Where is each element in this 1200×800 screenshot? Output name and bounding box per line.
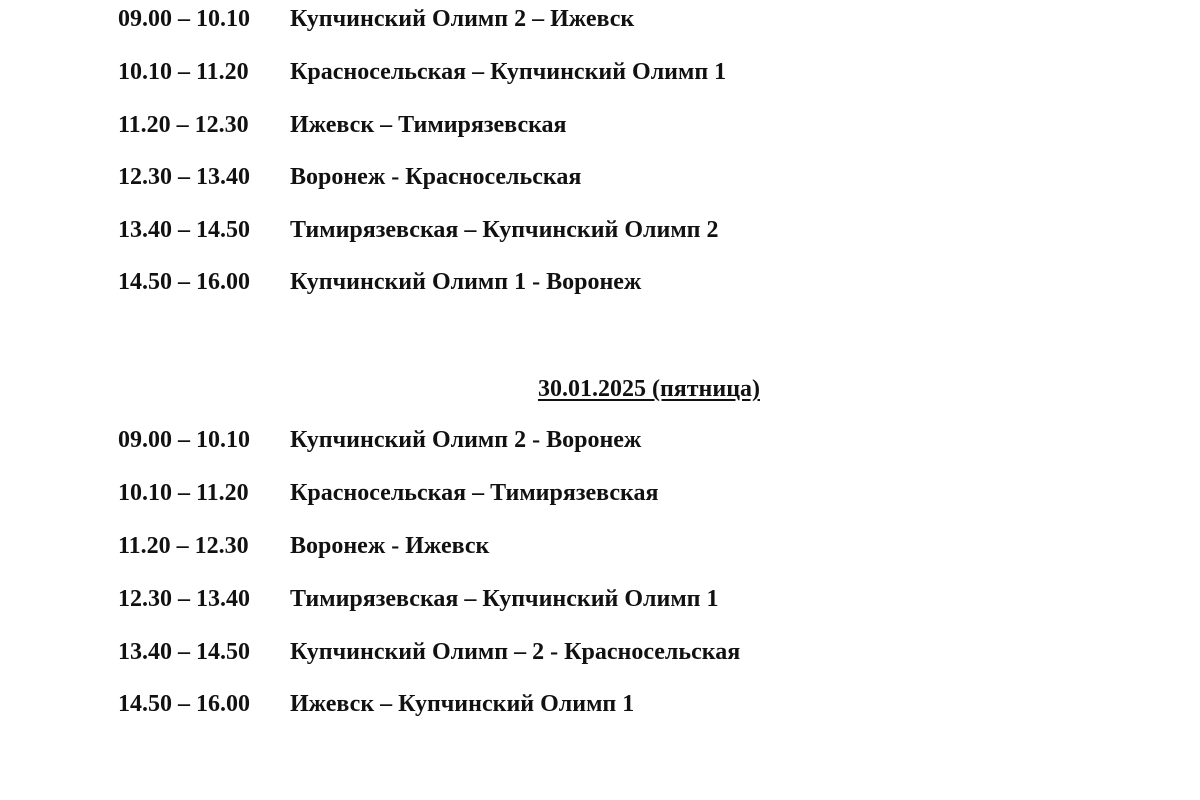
schedule-row <box>118 425 641 455</box>
schedule-row <box>118 162 581 192</box>
time-slot: 10.10 – 11.20 <box>118 59 249 85</box>
time-slot: 14.50 – 16.00 <box>118 269 250 295</box>
match-teams: Красносельская – Тимирязевская <box>290 480 659 506</box>
match-teams: Купчинский Олимп – 2 - Красносельская <box>290 639 741 665</box>
schedule-row <box>118 4 634 34</box>
match-teams: Воронеж - Ижевск <box>290 533 490 559</box>
schedule-row <box>118 478 658 508</box>
time-slot: 13.40 – 14.50 <box>118 217 250 243</box>
schedule-row <box>118 689 634 719</box>
time-slot: 13.40 – 14.50 <box>118 639 250 665</box>
match-teams: Купчинский Олимп 1 - Воронеж <box>290 269 642 295</box>
schedule-row <box>118 637 740 667</box>
schedule-row <box>118 215 719 245</box>
schedule-row <box>118 584 719 614</box>
match-teams: Красносельская – Купчинский Олимп 1 <box>290 59 727 85</box>
match-teams: Купчинский Олимп 2 – Ижевск <box>290 6 635 32</box>
match-teams: Ижевск – Тимирязевская <box>290 112 567 138</box>
schedule-row <box>118 57 726 87</box>
date-heading: 30.01.2025 (пятница) <box>537 376 761 402</box>
time-slot: 12.30 – 13.40 <box>118 586 250 612</box>
time-slot: 11.20 – 12.30 <box>118 533 249 559</box>
time-slot: 11.20 – 12.30 <box>118 112 249 138</box>
schedule-row <box>118 531 489 561</box>
match-teams: Тимирязевская – Купчинский Олимп 1 <box>290 586 719 612</box>
schedule-row <box>118 110 567 140</box>
time-slot: 10.10 – 11.20 <box>118 480 249 506</box>
match-teams: Воронеж - Красносельская <box>290 164 582 190</box>
time-slot: 14.50 – 16.00 <box>118 691 250 717</box>
schedule-row <box>118 267 641 297</box>
time-slot: 12.30 – 13.40 <box>118 164 250 190</box>
match-teams: Тимирязевская – Купчинский Олимп 2 <box>290 217 719 243</box>
match-teams: Ижевск – Купчинский Олимп 1 <box>290 691 635 717</box>
time-slot: 09.00 – 10.10 <box>118 6 250 32</box>
match-teams: Купчинский Олимп 2 - Воронеж <box>290 427 642 453</box>
time-slot: 09.00 – 10.10 <box>118 427 250 453</box>
